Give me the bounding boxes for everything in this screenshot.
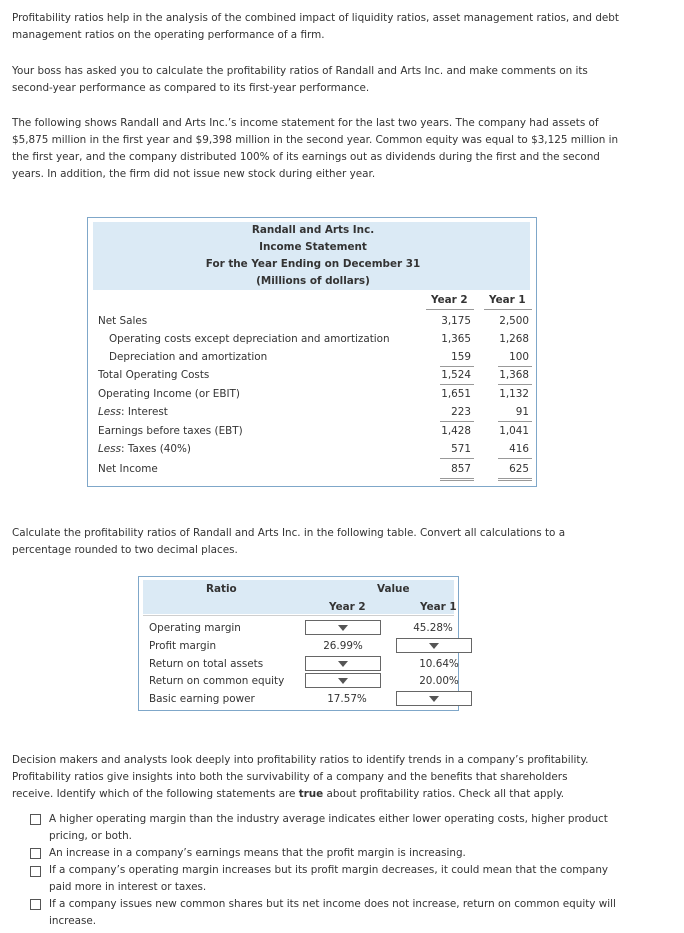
value-year1: 416	[509, 443, 529, 455]
value-year1: 2,500	[499, 315, 529, 327]
ratio-label-profit-margin: Profit margin	[149, 640, 217, 652]
subtotal-underline-year1	[498, 384, 532, 385]
value-year2: 3,175	[441, 315, 471, 327]
subtotal-underline-year2	[440, 384, 474, 385]
interest-label: : Interest	[121, 406, 168, 418]
option-4-checkbox[interactable]	[30, 899, 41, 910]
chevron-down-icon	[338, 678, 348, 684]
chevron-down-icon	[429, 643, 439, 649]
less-label: Less	[98, 443, 122, 455]
value-year1: 91	[515, 406, 529, 418]
statement-title: Income Statement	[259, 241, 367, 253]
value-year1: 1,268	[499, 333, 529, 345]
value-year1: 1,368	[499, 369, 529, 381]
value-year2: 159	[451, 351, 471, 363]
row-label-total-operating-costs: Total Operating Costs	[98, 369, 210, 381]
income-statement-titles	[0, 222, 626, 290]
ratio-col-year2: Year 2	[329, 601, 366, 613]
chevron-down-icon	[338, 661, 348, 667]
intro-paragraph-2: Your boss has asked you to calculate the profitability ratios of Randall and Arts Inc. and make comments on its second-year performance as compared to its first-year performance.	[12, 65, 588, 94]
question-text-after: about profitability ratios. Check all that apply.	[323, 788, 565, 800]
statement-period: For the Year Ending on December 31	[205, 258, 421, 270]
header-underline-year1	[484, 309, 532, 310]
less-label: Less	[98, 406, 122, 418]
row-label-operating-costs: Operating costs except depreciation and amortization	[109, 333, 390, 345]
ratio-label-return-on-total-assets: Return on total assets	[149, 658, 264, 670]
row-label-ebt: Earnings before taxes (EBT)	[98, 425, 243, 437]
intro-paragraph-1: Profitability ratios help in the analysis of the combined impact of liquidity ratios, asset management ratios, and debt management ratios on the operating performance of a firm.	[12, 12, 619, 41]
roa-year1-value: 10.64%	[419, 658, 459, 670]
total-double-underline-year2	[440, 478, 474, 481]
profit-margin-year1-dropdown[interactable]	[396, 638, 472, 653]
roe-year1-value: 20.00%	[419, 675, 459, 687]
company-name: Randall and Arts Inc.	[251, 224, 375, 236]
value-year1: 625	[509, 463, 529, 475]
row-label-taxes	[98, 441, 191, 458]
intro-paragraph-3: The following shows Randall and Arts Inc.’s income statement for the last two years. The company had assets of $5,875 million in the first year and $9,398 million in the second year. Common equity was equal to $3,125 million in the first year, and the company distributed 100% of its earnings out as dividends during the first and the second years. In addition, the firm did not issue new stock during either year.	[12, 117, 619, 180]
operating-margin-year2-dropdown[interactable]	[305, 620, 381, 635]
value-year2: 1,524	[441, 369, 471, 381]
chevron-down-icon	[429, 696, 439, 702]
statement-col-year2: Year 2	[431, 294, 468, 306]
bep-year2-value: 17.57%	[327, 693, 367, 705]
option-2-label: An increase in a company’s earnings means that the profit margin is increasing.	[49, 847, 466, 859]
option-4-label: If a company issues new common shares but its net income does not increase, return on common equity will increase.	[49, 898, 616, 927]
ratio-label-return-on-common-equity: Return on common equity	[149, 675, 285, 687]
total-double-underline-year1	[498, 478, 532, 481]
ratio-col-ratio: Ratio	[206, 583, 237, 595]
question-text-bold: true	[298, 788, 324, 800]
value-year2: 1,365	[441, 333, 471, 345]
option-2-checkbox[interactable]	[30, 848, 41, 859]
value-year2: 571	[451, 443, 471, 455]
taxes-label: : Taxes (40%)	[121, 443, 191, 455]
chevron-down-icon	[338, 625, 348, 631]
value-year2: 223	[451, 406, 471, 418]
question-text-before: Decision makers and analysts look deeply into profitability ratios to identify trends in a company’s profitability. Profitability ratios give insights into both the survivability of a company and the benefits that shareholders receive. Identify which of the following statements are	[12, 754, 589, 800]
option-1-label: A higher operating margin than the industry average indicates either lower operating costs, higher product pricing, or both.	[49, 813, 608, 842]
value-year2: 1,428	[441, 425, 471, 437]
row-label-interest	[98, 404, 168, 421]
ratio-label-operating-margin: Operating margin	[149, 622, 241, 634]
subtotal-underline-year2	[440, 421, 474, 422]
ratio-header-divider	[143, 615, 454, 616]
value-year2: 857	[451, 463, 471, 475]
value-year1: 1,132	[499, 388, 529, 400]
row-label-net-sales: Net Sales	[98, 315, 148, 327]
statement-col-year1: Year 1	[489, 294, 526, 306]
subtotal-underline-year1	[498, 421, 532, 422]
bep-year1-dropdown[interactable]	[396, 691, 472, 706]
option-3-label: If a company’s operating margin increases but its profit margin decreases, it could mean that the company paid more in interest or taxes.	[49, 864, 609, 893]
operating-margin-year1-value: 45.28%	[413, 622, 453, 634]
value-year1: 100	[509, 351, 529, 363]
subtotal-underline-year2	[440, 458, 474, 459]
profit-margin-year2-value: 26.99%	[323, 640, 363, 652]
question-text	[12, 752, 612, 803]
value-year2: 1,651	[441, 388, 471, 400]
statement-units: (Millions of dollars)	[256, 275, 370, 287]
roa-year2-dropdown[interactable]	[305, 656, 381, 671]
ratio-label-basic-earning-power: Basic earning power	[149, 693, 255, 705]
roe-year2-dropdown[interactable]	[305, 673, 381, 688]
option-3-checkbox[interactable]	[30, 866, 41, 877]
row-label-depreciation: Depreciation and amortization	[109, 351, 268, 363]
ratio-col-value: Value	[377, 583, 410, 595]
subtotal-underline-year1	[498, 458, 532, 459]
instruction-text: Calculate the profitability ratios of Randall and Arts Inc. in the following table. Convert all calculations to a percentage rounded to two decimal places.	[12, 527, 566, 556]
header-underline-year2	[426, 309, 474, 310]
row-label-net-income: Net Income	[98, 463, 158, 475]
option-1-checkbox[interactable]	[30, 814, 41, 825]
value-year1: 1,041	[499, 425, 529, 437]
ratio-col-year1: Year 1	[420, 601, 457, 613]
row-label-ebit: Operating Income (or EBIT)	[98, 388, 240, 400]
